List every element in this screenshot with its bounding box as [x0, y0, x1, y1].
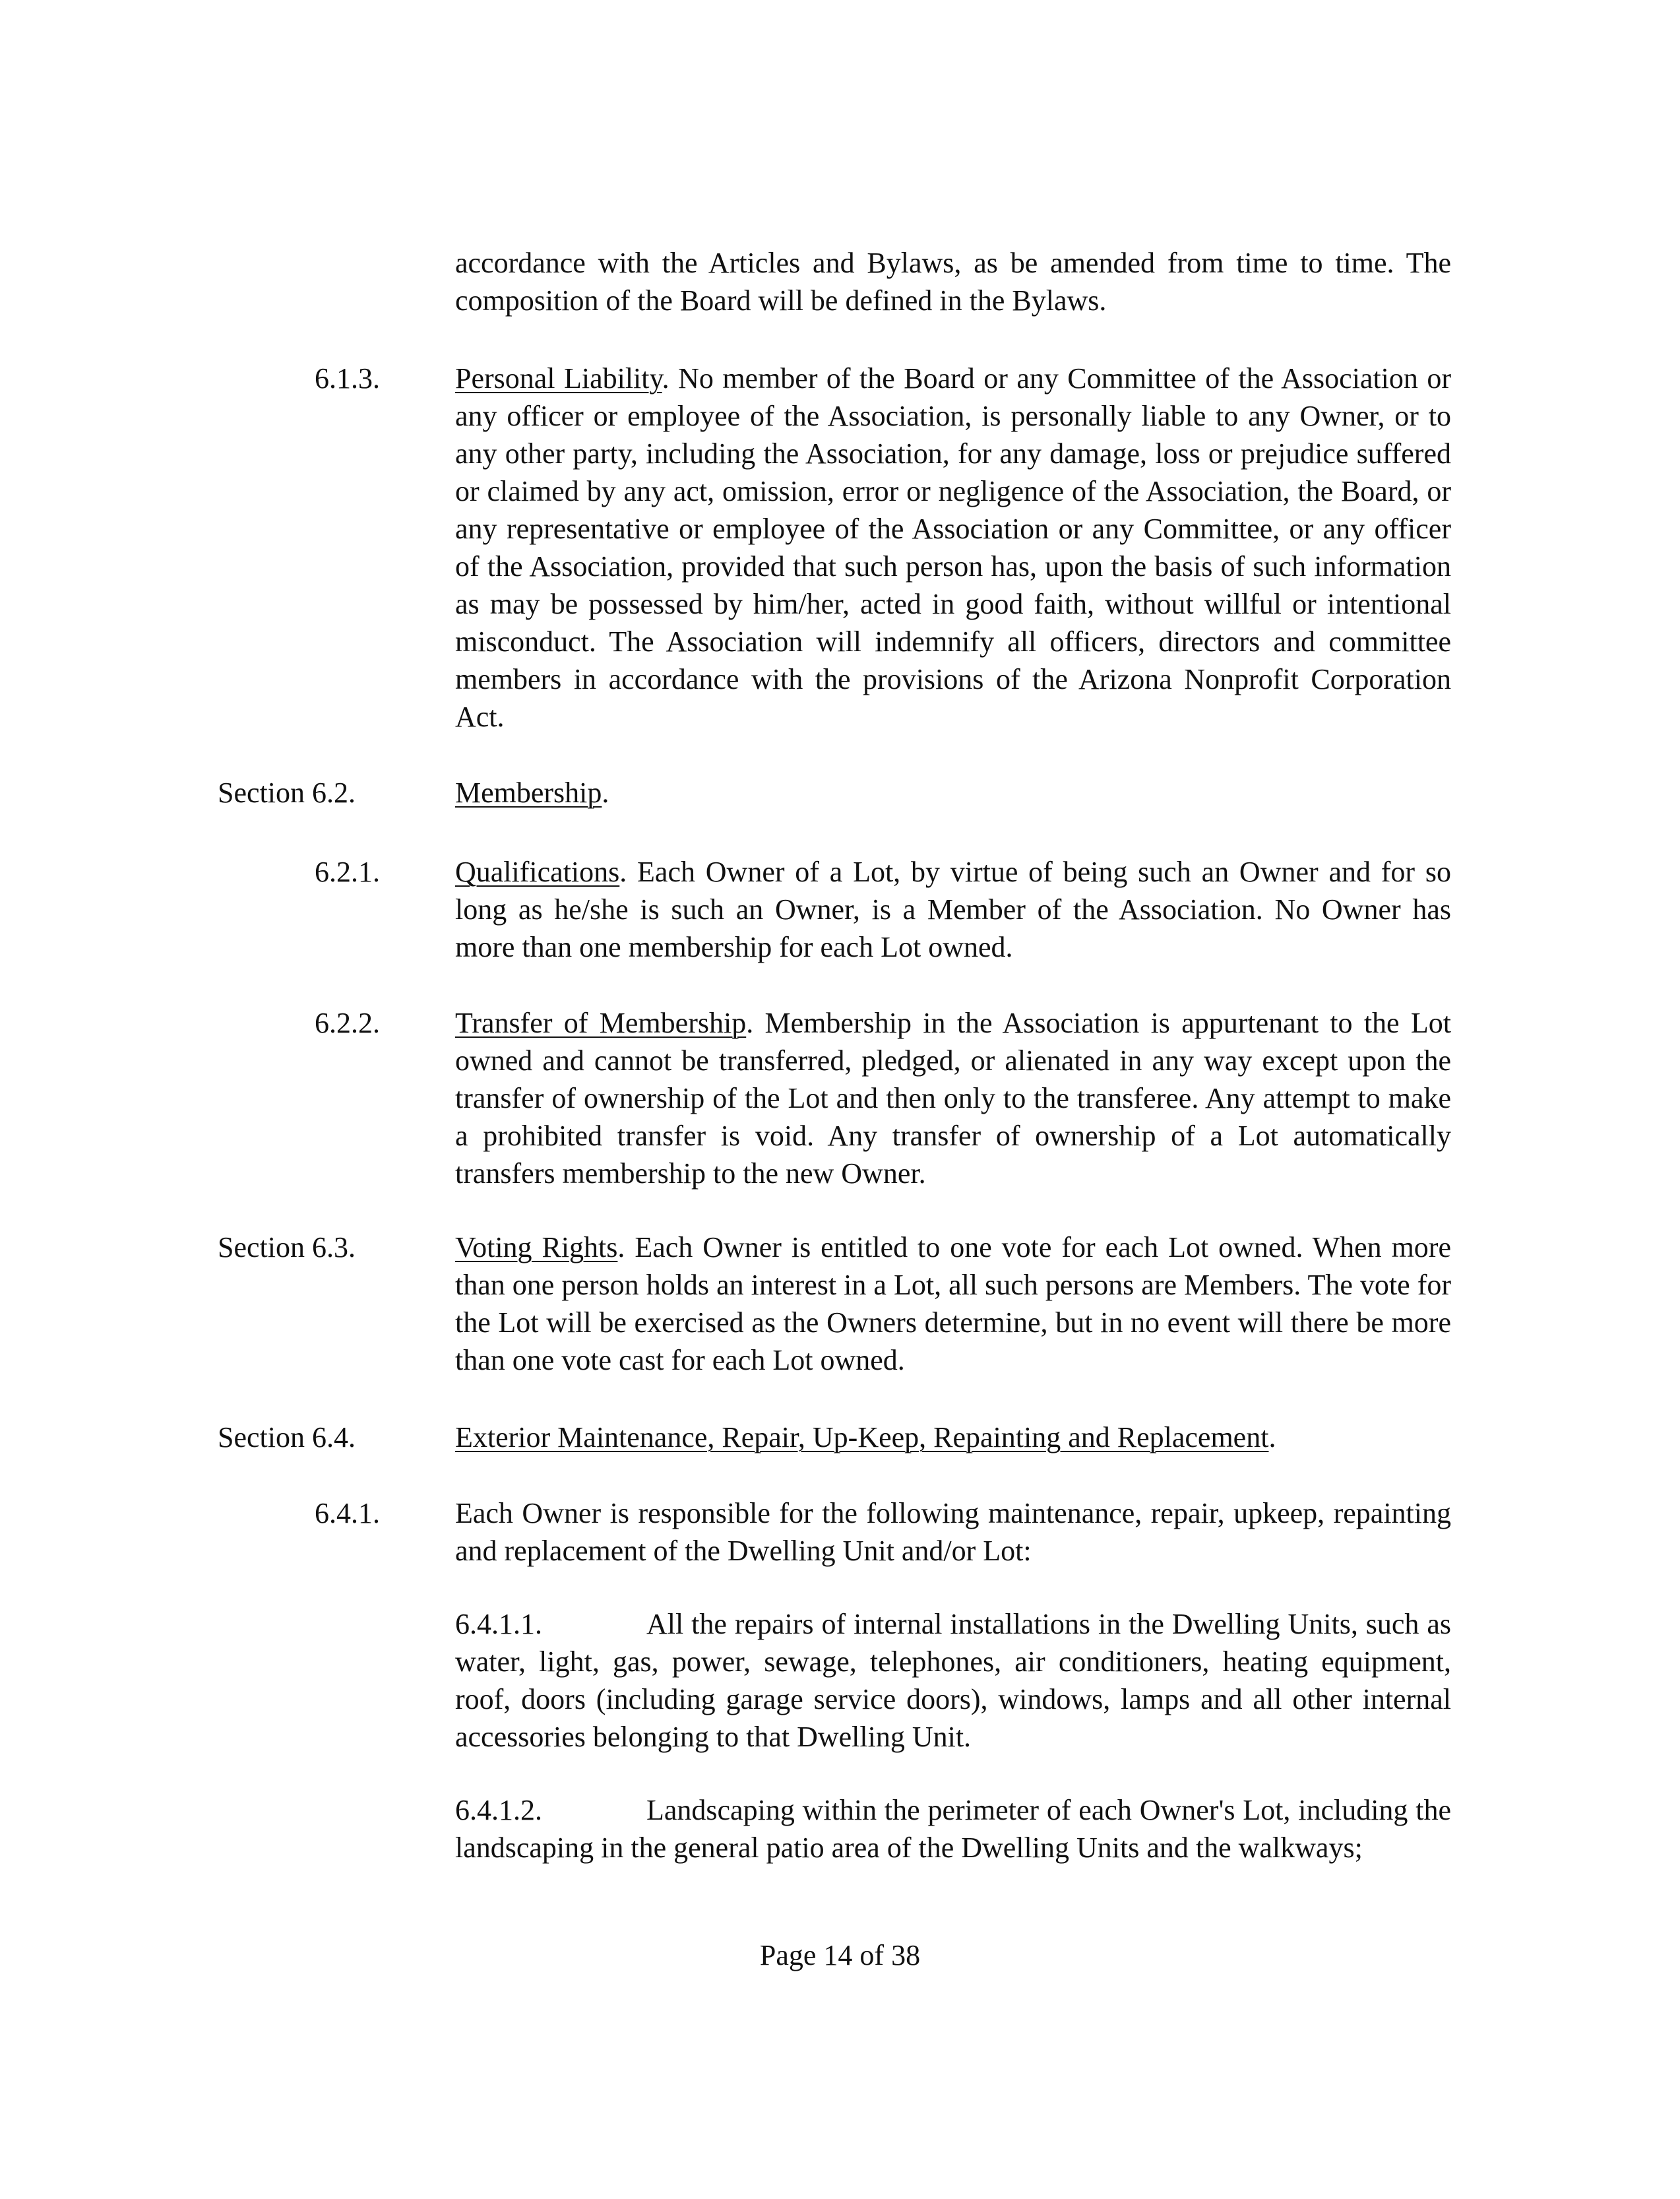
s63-text: . Each Owner is entitled to one vote for each Lot owned. When more than one person holds an interest in a Lot, all such persons are Members. The vote for the Lot will be exercised as the Owners determine, but in no event will there be more than one vote cast for each Lot owned. — [455, 1231, 1451, 1376]
s621-title: Qualifications — [455, 856, 620, 888]
s622-title: Transfer of Membership — [455, 1007, 747, 1039]
s62-label: Section 6.2. — [218, 777, 356, 809]
s613-text: . No member of the Board or any Committee of the Association or any officer or employee of the Association, is personally liable to any Owner, or to any other party, including the Association, for any damage, loss or prejudice suffered or claimed by any act, omission, error or negligence of the Association, the Board, or any representative or employee of the Association or any Committee, or any officer of the Association, provided that such person has, upon the basis of such information as may be possessed by him/her, acted in good faith, without willful or intentional misconduct. The Association will indemnify all officers, directors and committee members in accordance with the provisions of the Arizona Nonprofit Corporation Act. — [455, 362, 1452, 733]
s6412-paragraph — [455, 1791, 1451, 1866]
s6411-text: All the repairs of internal installations in the Dwelling Units, such as water, light, gas, power, sewage, telephones, air conditioners, heating equipment, roof, doors (including garage service doors), windows, lamps and all other internal accessories belonging to that Dwelling Unit. — [455, 1608, 1451, 1753]
s6412-text: Landscaping within the perimeter of each Owner's Lot, including the landscaping in the general patio area of the Dwelling Units and the walkways; — [455, 1794, 1451, 1864]
s6411-paragraph — [455, 1605, 1451, 1756]
s621-text: . Each Owner of a Lot, by virtue of being such an Owner and for so long as he/she is such an Owner, is a Member of the Association. No Owner has more than one membership for each Lot owned. — [455, 856, 1451, 963]
continuation-paragraph — [455, 244, 1451, 319]
s641-paragraph — [455, 1494, 1451, 1570]
s63-label: Section 6.3. — [218, 1231, 356, 1263]
s621-number: 6.2.1. — [315, 856, 380, 888]
s63-paragraph — [455, 1228, 1451, 1379]
s622-number: 6.2.2. — [315, 1007, 380, 1039]
s64-suffix: . — [1268, 1421, 1276, 1453]
s64-title: Exterior Maintenance, Repair, Up-Keep, Repainting and Replacement — [455, 1421, 1269, 1453]
s613-number: 6.1.3. — [315, 362, 380, 395]
s62-title: Membership — [455, 777, 602, 809]
s622-paragraph — [455, 1004, 1451, 1192]
s622-text: . Membership in the Association is appurtenant to the Lot owned and cannot be transferred, pledged, or alienated in any way except upon the transfer of ownership of the Lot and then only to the transferee. Any attempt to make a prohibited transfer is void. Any transfer of ownership of a Lot automatically transfers membership to the new Owner. — [455, 1007, 1452, 1190]
s641-text: Each Owner is responsible for the following maintenance, repair, upkeep, repainting and replacement of the Dwelling Unit and/or Lot: — [455, 1497, 1451, 1567]
s613-title: Personal Liability — [455, 362, 662, 395]
s641-number: 6.4.1. — [315, 1497, 380, 1529]
s64-heading — [455, 1418, 1451, 1456]
s613-paragraph — [455, 360, 1451, 736]
s6412-number: 6.4.1.2. — [455, 1794, 542, 1826]
continuation-text: accordance with the Articles and Bylaws, as be amended from time to time. The composition of the Board will be defined in the Bylaws. — [455, 247, 1451, 317]
s621-paragraph — [455, 853, 1451, 966]
s62-suffix: . — [602, 777, 609, 809]
s62-heading — [455, 774, 1451, 812]
s6411-number: 6.4.1.1. — [455, 1608, 542, 1640]
s63-title: Voting Rights — [455, 1231, 618, 1263]
s64-label: Section 6.4. — [218, 1421, 356, 1453]
page-number-footer: Page 14 of 38 — [759, 1939, 921, 1971]
